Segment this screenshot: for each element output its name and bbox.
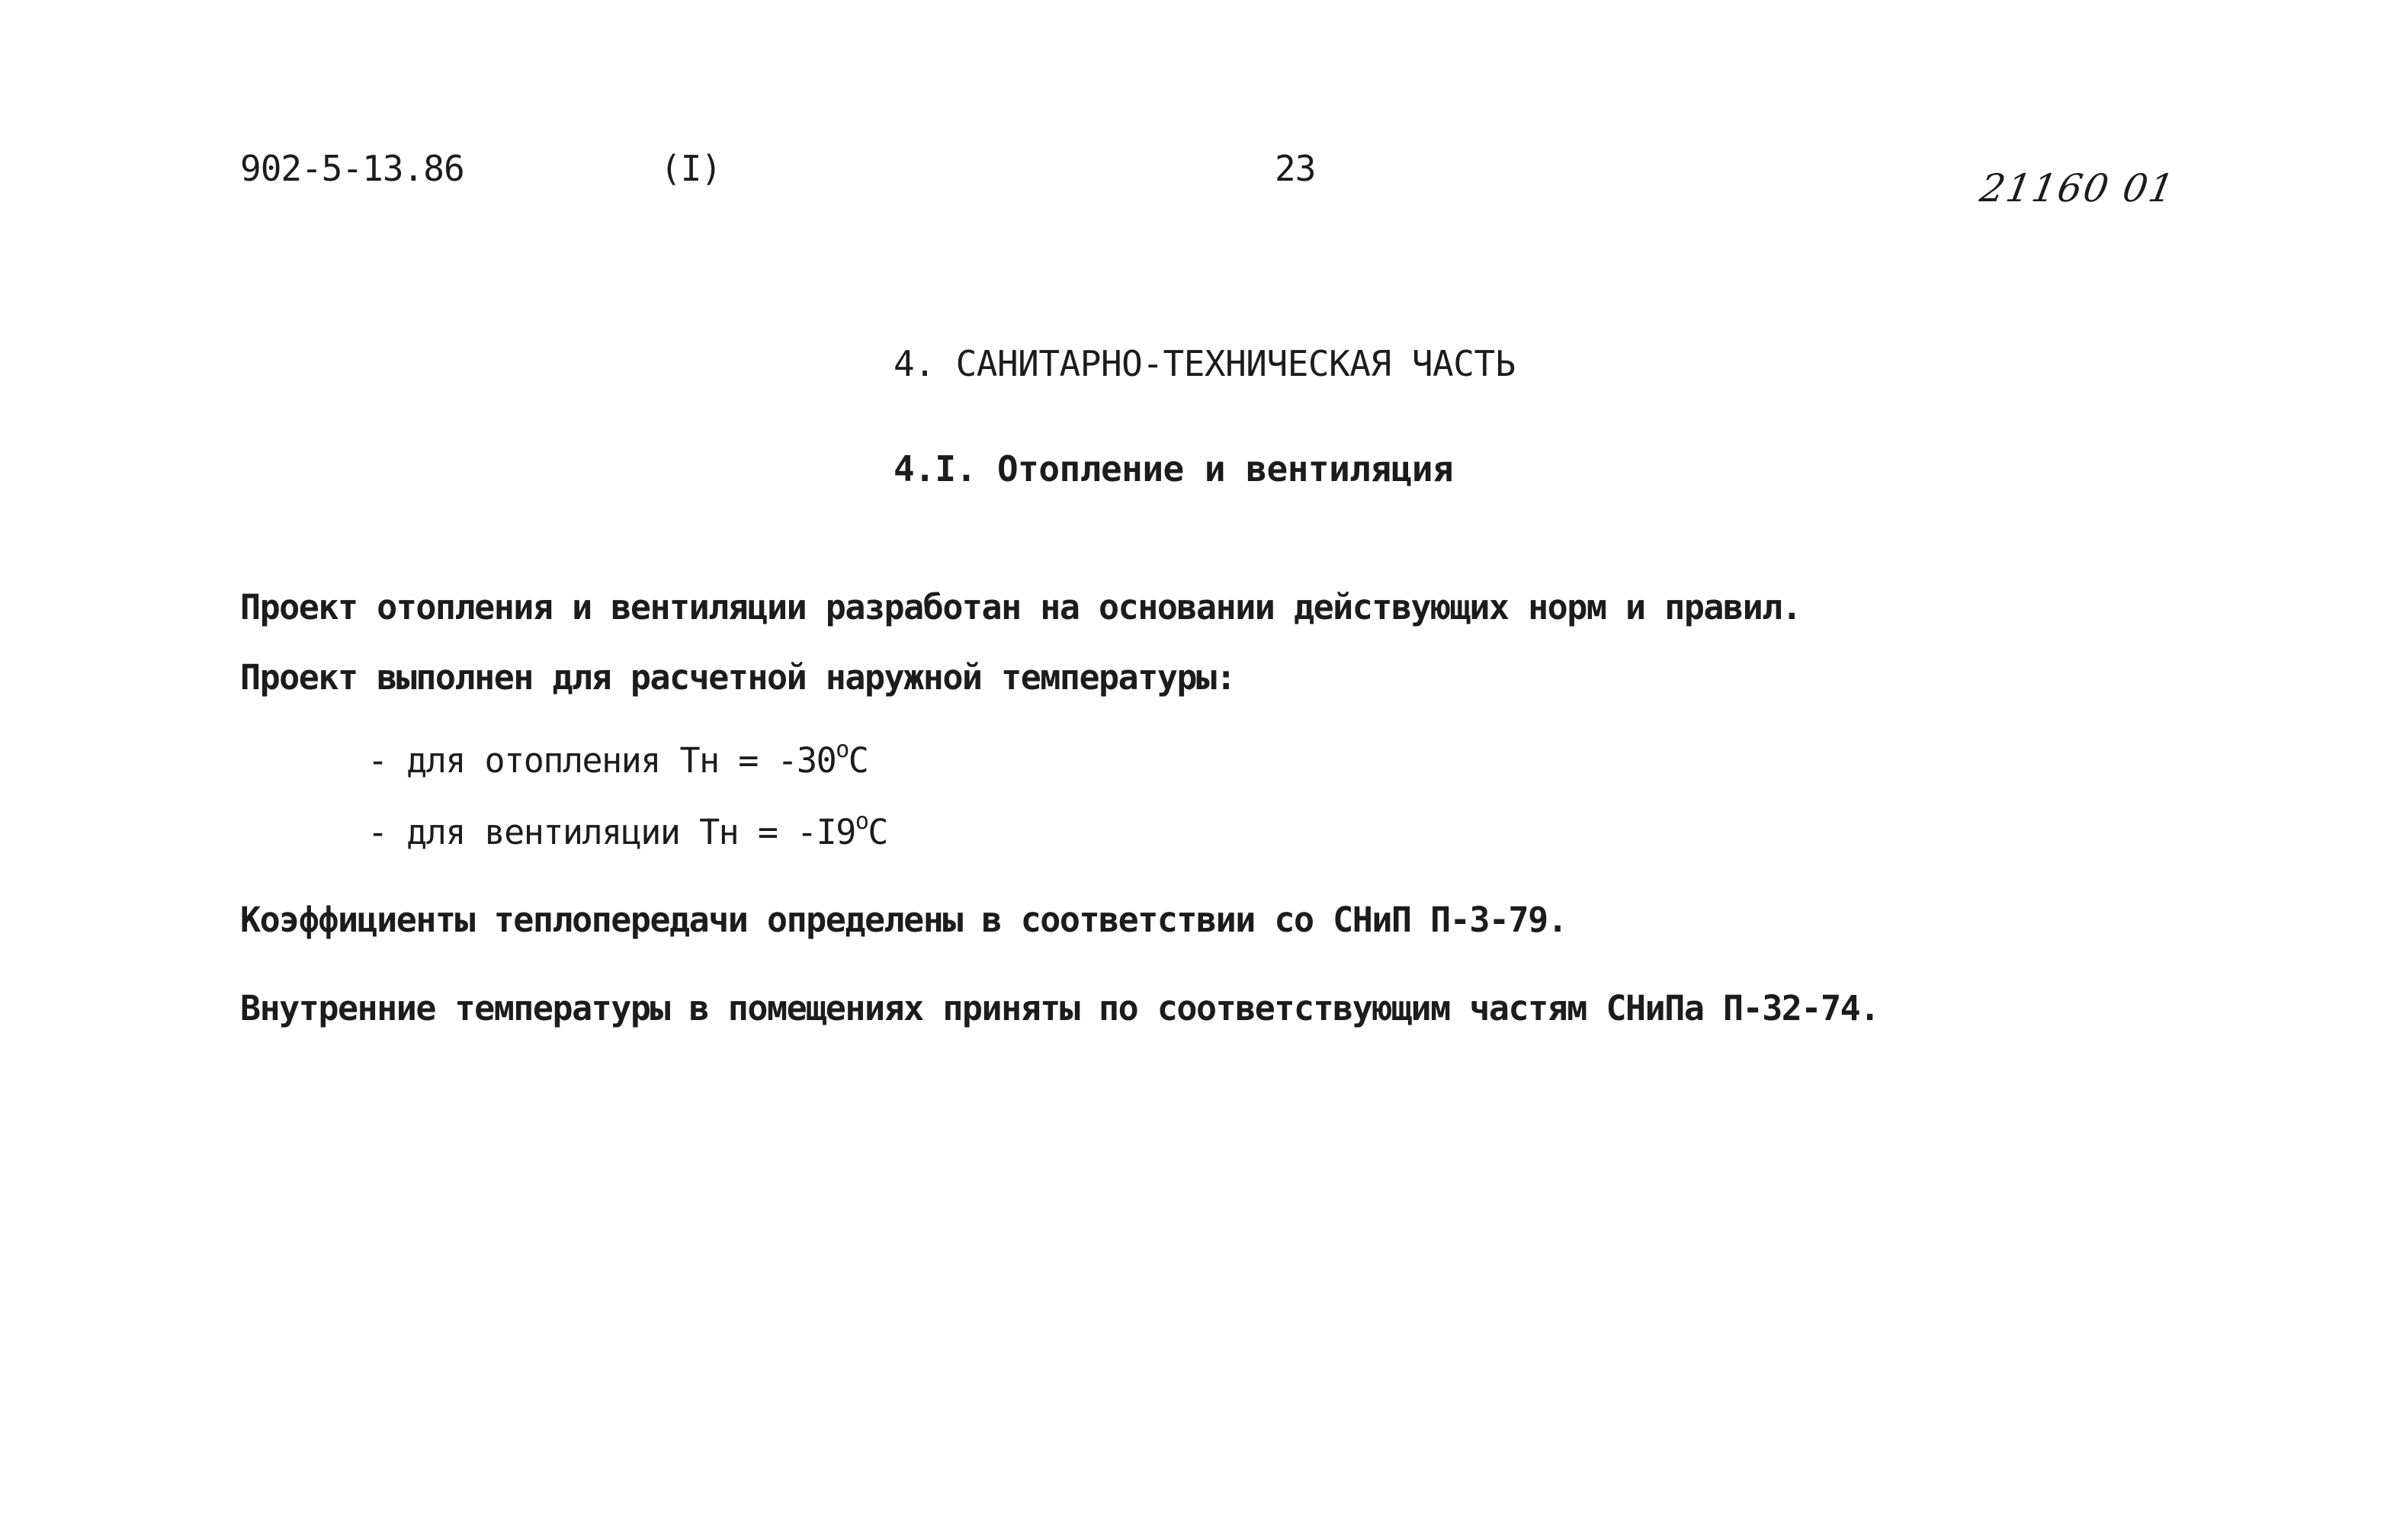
part-number: (I)	[660, 148, 722, 189]
handwritten-code: 21160 01	[1976, 166, 2179, 210]
degree-sign: o	[855, 808, 868, 835]
list-item-heating-temperature	[367, 736, 868, 781]
list-item-text: - для вентиляции Тн = -I9	[367, 812, 855, 852]
degree-sign: o	[836, 736, 849, 763]
unit-label: C	[868, 812, 887, 852]
paragraph-heat-transfer: Коэффициенты теплопередачи определены в соответствии со СНиП П-3-79.	[240, 900, 1567, 940]
document-code: 902-5-13.86	[240, 148, 464, 189]
list-item-text: - для отопления Тн = -30	[367, 740, 836, 781]
section-title: 4. САНИТАРНО-ТЕХНИЧЕСКАЯ ЧАСТЬ	[894, 343, 1516, 384]
paragraph-design-temperature: Проект выполнен для расчетной наружной температуры:	[240, 657, 1236, 698]
unit-label: C	[848, 740, 868, 781]
subsection-title: 4.I. Отопление и вентиляция	[894, 448, 1454, 489]
paragraph-norms: Проект отопления и вентиляции разработан на основании действующих норм и правил.	[240, 587, 1801, 627]
page-number: 23	[1275, 148, 1316, 189]
list-item-ventilation-temperature	[367, 808, 887, 852]
paragraph-internal-temperatures: Внутренние температуры в помещениях приняты по соответствующим частям СНиПа П-32-74.	[240, 988, 1879, 1028]
